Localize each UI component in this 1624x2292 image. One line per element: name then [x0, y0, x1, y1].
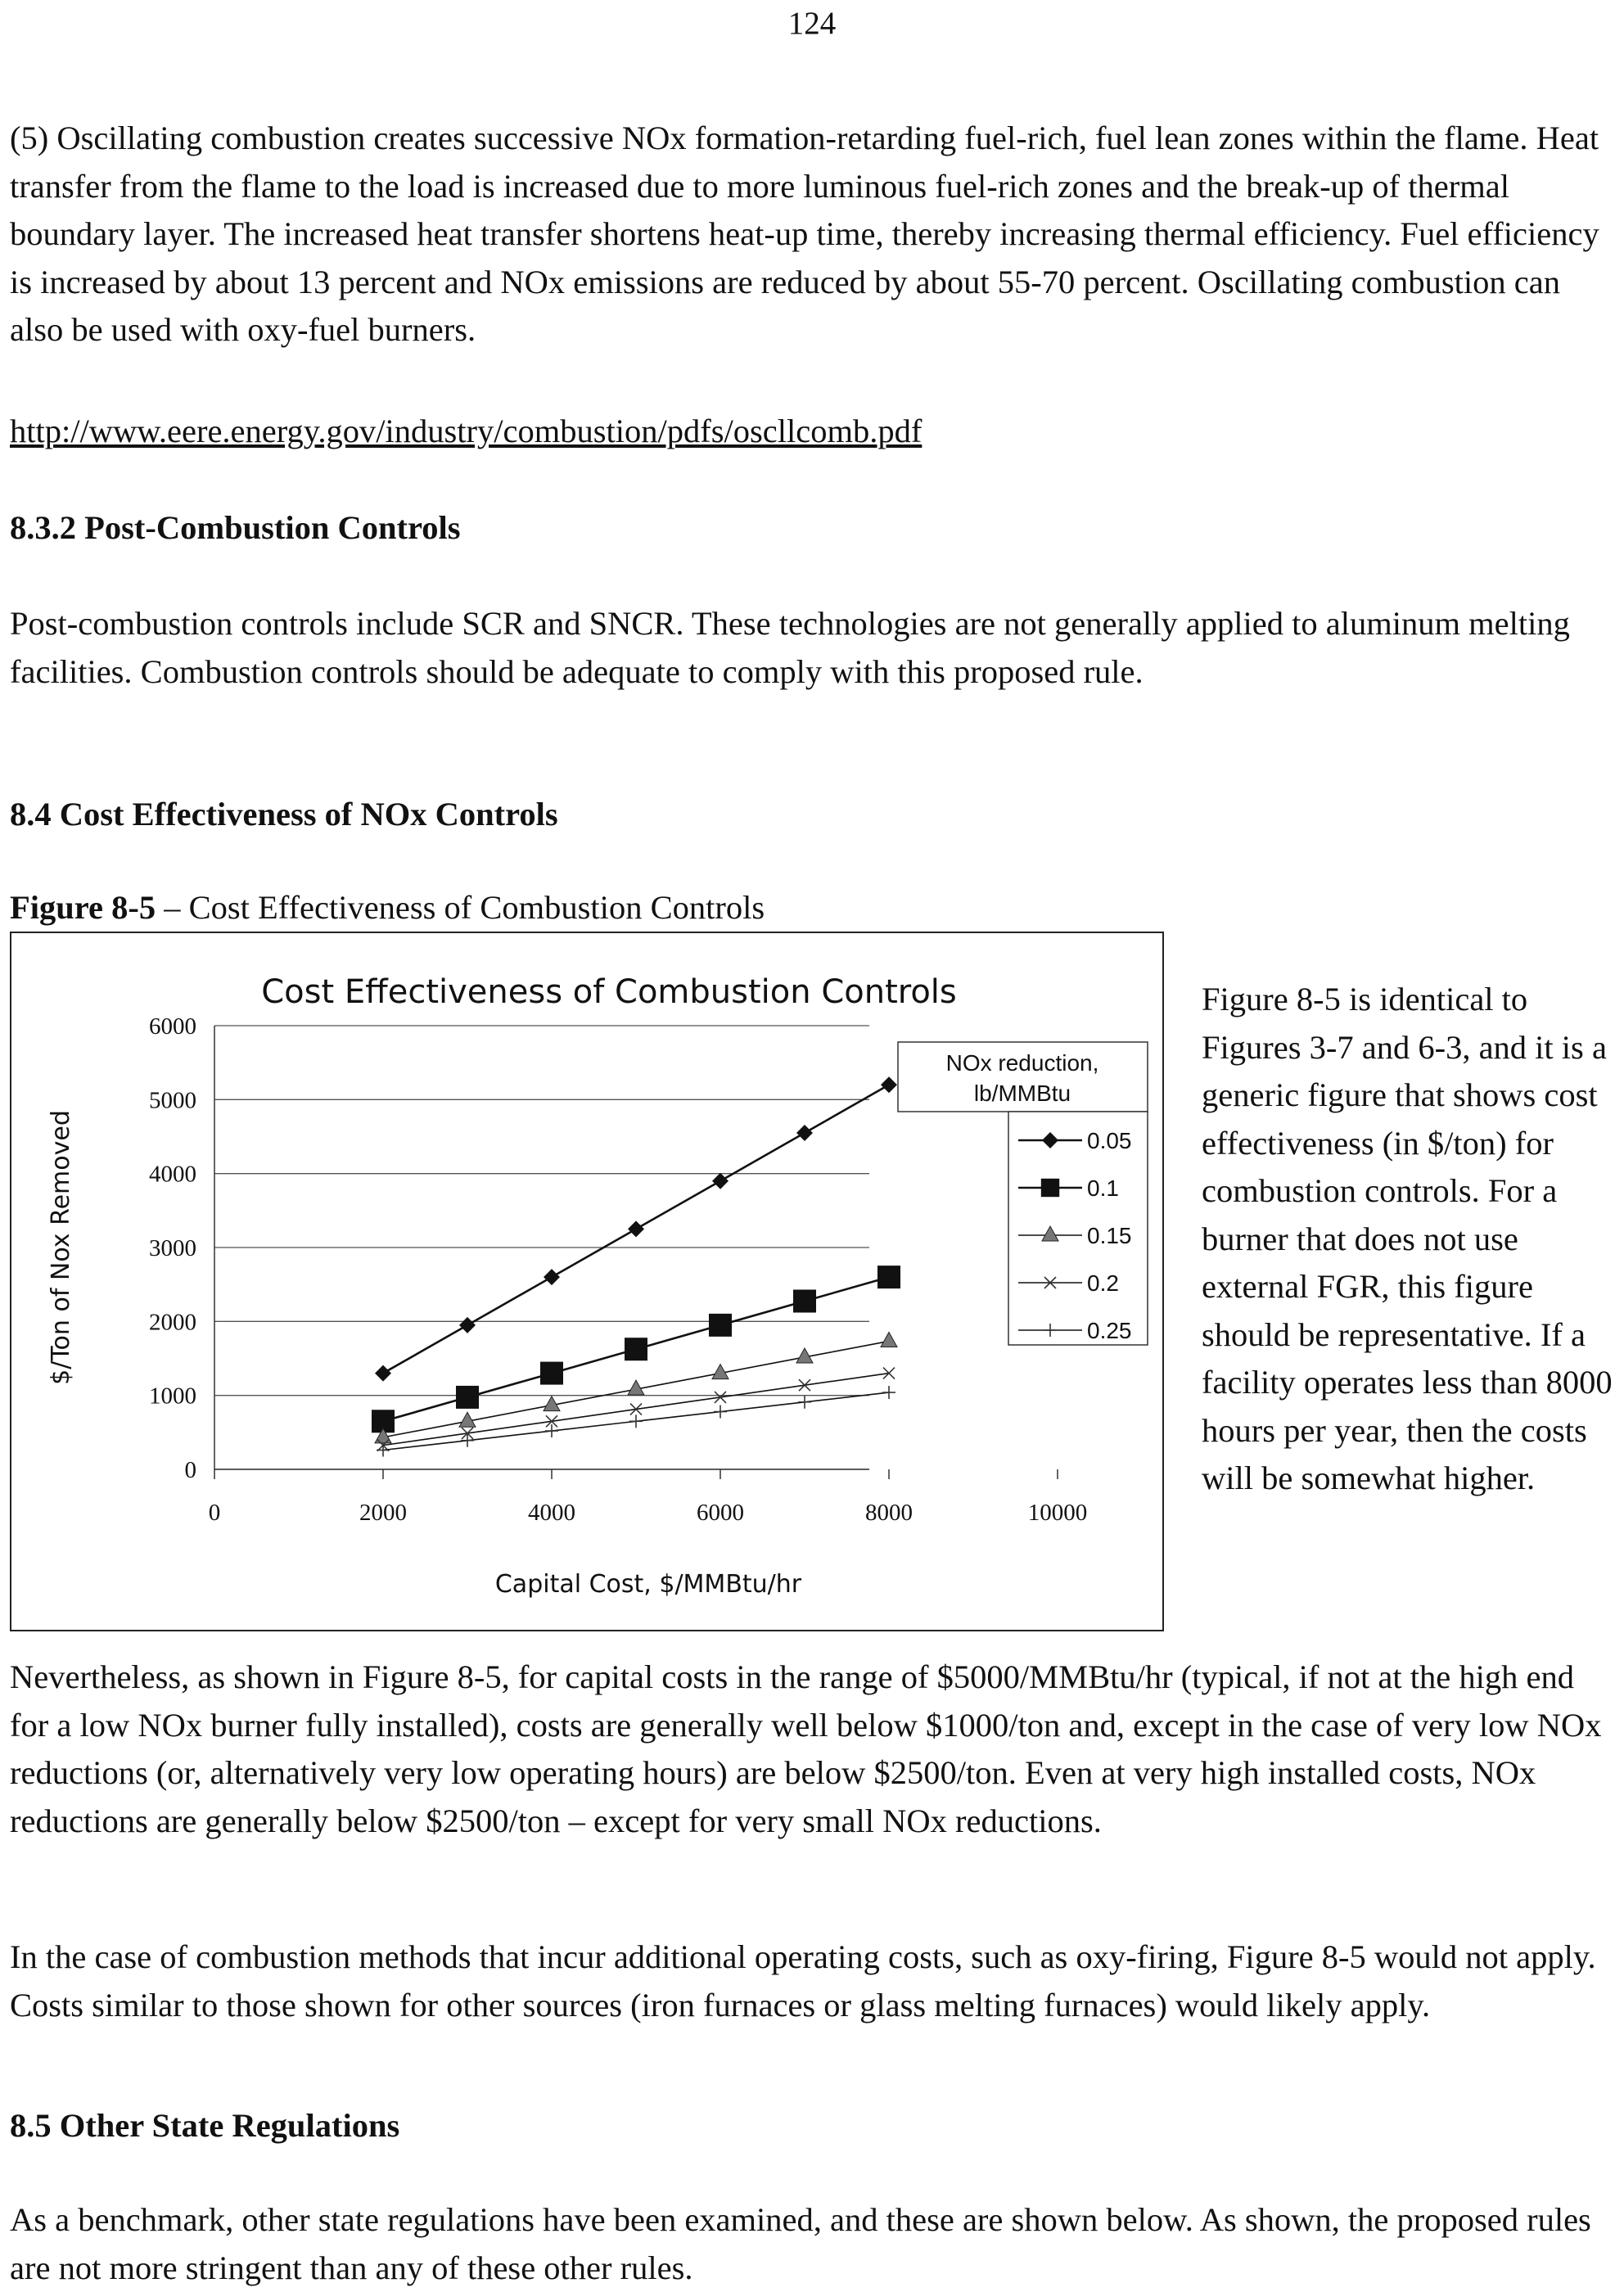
data-point-0.1-8000 — [877, 1266, 900, 1288]
y-tick-label-3000: 3000 — [149, 1235, 196, 1261]
data-point-0.05-3000 — [459, 1317, 476, 1333]
y-tick-label-1000: 1000 — [149, 1383, 196, 1410]
data-point-0.25-7000 — [798, 1396, 811, 1409]
data-point-0.05-5000 — [628, 1220, 644, 1237]
data-point-0.05-4000 — [544, 1269, 560, 1285]
data-point-0.25-6000 — [714, 1405, 727, 1419]
data-point-0.05-2000 — [375, 1365, 391, 1382]
x-tick-label-4000: 4000 — [528, 1500, 575, 1526]
data-point-0.05-6000 — [712, 1173, 729, 1189]
paragraph-oxy-firing: In the case of combustion methods that incur additional operating costs, such as oxy-firing, Figure 8-5 would not apply. Costs similar to those shown for other sources (iron furnaces or glass melting furnaces) would likely apply. — [10, 1938, 1596, 2024]
figure-label: Figure 8-5 — [10, 889, 156, 926]
page-number: 124 — [787, 6, 837, 41]
paragraph-oscillating-combustion: (5) Oscillating combustion creates successive NOx formation-retarding fuel-rich, fuel lean zones within the flame. Heat transfer from the flame to the load is increased due to more luminous fuel-rich zones and the break-up of thermal boundary layer. The increased heat transfer shortens heat-up time, thereby increasing thermal efficiency. Fuel efficiency is increased by about 13 percent and NOx emissions are reduced by about 55-70 percent. Oscillating combustion can also be used with oxy-fuel burners. — [10, 120, 1599, 348]
data-point-0.25-5000 — [629, 1414, 643, 1428]
legend-title-line1: NOx reduction, — [945, 1050, 1099, 1076]
data-point-0.05-8000 — [881, 1076, 897, 1093]
x-tick-label-10000: 10000 — [1027, 1500, 1088, 1526]
legend — [898, 1042, 1148, 1345]
y-tick-label-2000: 2000 — [149, 1309, 196, 1336]
reference-link[interactable]: http://www.eere.energy.gov/industry/combustion/pdfs/oscllcomb.pdf — [10, 413, 923, 449]
data-point-0.1-6000 — [709, 1314, 732, 1337]
paragraph-nevertheless: Nevertheless, as shown in Figure 8-5, for capital costs in the range of $5000/MMBtu/hr (typical, if not at the high end for a low NOx burner fully installed), costs are generally well below $1000/ton and, except in the case of very low NOx reductions (or, alternatively very low operating hours) are below $2500/ton. Even at very high installed costs, NOx reductions are generally below $2500/ton – except for very small NOx reductions. — [10, 1658, 1602, 1839]
data-point-0.1-7000 — [793, 1289, 816, 1312]
heading-post-combustion-controls: 8.3.2 Post-Combustion Controls — [10, 509, 461, 546]
y-tick-label-5000: 5000 — [149, 1087, 196, 1114]
data-point-0.25-8000 — [882, 1386, 895, 1399]
data-point-0.25-3000 — [461, 1434, 474, 1447]
series-lines — [372, 1076, 900, 1456]
legend-label-0.25: 0.25 — [1087, 1318, 1132, 1343]
x-tick-label-6000: 6000 — [697, 1500, 744, 1526]
x-tick-label-2000: 2000 — [359, 1500, 407, 1526]
legend-label-0.05: 0.05 — [1087, 1128, 1132, 1153]
x-tick-label-0: 0 — [208, 1500, 221, 1526]
legend-label-0.2: 0.2 — [1087, 1270, 1119, 1296]
cost-effectiveness-chart — [18, 941, 1164, 1621]
x-axis-label: Capital Cost, $/MMBtu/hr — [494, 1570, 802, 1599]
series-0.05 — [375, 1076, 897, 1381]
series-0.25 — [377, 1386, 895, 1456]
y-tick-label-6000: 6000 — [149, 1013, 196, 1040]
data-point-0.25-2000 — [377, 1444, 390, 1457]
y-tick-label-0: 0 — [184, 1457, 196, 1483]
figure-caption-text: – Cost Effectiveness of Combustion Controls — [156, 889, 765, 926]
legend-marker-0.1 — [1041, 1179, 1059, 1197]
paragraph-post-combustion: Post-combustion controls include SCR and SNCR. These technologies are not generally applied to aluminum melting facilities. Combustion controls should be adequate to comply with this proposed rule. — [10, 605, 1570, 690]
legend-title-line2: lb/MMBtu — [973, 1081, 1071, 1106]
legend-label-0.1: 0.1 — [1087, 1175, 1119, 1201]
figure-side-note: Figure 8-5 is identical to Figures 3-7 and 6-3, and it is a generic figure that shows cost effectiveness (in $/ton) for combustion controls. For a burner that does not use external FGR, this figure should be representative. If a facility operates less than 8000 hours per year, then the costs will be somewhat higher. — [1202, 981, 1613, 1496]
chart-title: Cost Effectiveness of Combustion Controls — [261, 973, 957, 1011]
legend-label-0.15: 0.15 — [1087, 1223, 1132, 1248]
y-axis-label: $/Ton of Nox Removed — [47, 1110, 75, 1385]
figure-caption — [10, 884, 765, 932]
chart-container — [18, 941, 1164, 1621]
data-point-0.1-4000 — [540, 1362, 563, 1385]
data-point-0.05-7000 — [796, 1125, 813, 1141]
data-point-0.15-8000 — [881, 1332, 897, 1347]
heading-cost-effectiveness: 8.4 Cost Effectiveness of NOx Controls — [10, 796, 558, 832]
x-tick-label-8000: 8000 — [865, 1500, 913, 1526]
paragraph-benchmark: As a benchmark, other state regulations have been examined, and these are shown below. As shown, the proposed rules are not more stringent than any of these other rules. — [10, 2201, 1591, 2286]
series-0.1 — [372, 1266, 900, 1432]
heading-other-state-regulations: 8.5 Other State Regulations — [10, 2107, 400, 2144]
y-tick-label-4000: 4000 — [149, 1161, 196, 1188]
data-point-0.1-5000 — [625, 1338, 647, 1360]
data-point-0.1-3000 — [456, 1386, 479, 1409]
